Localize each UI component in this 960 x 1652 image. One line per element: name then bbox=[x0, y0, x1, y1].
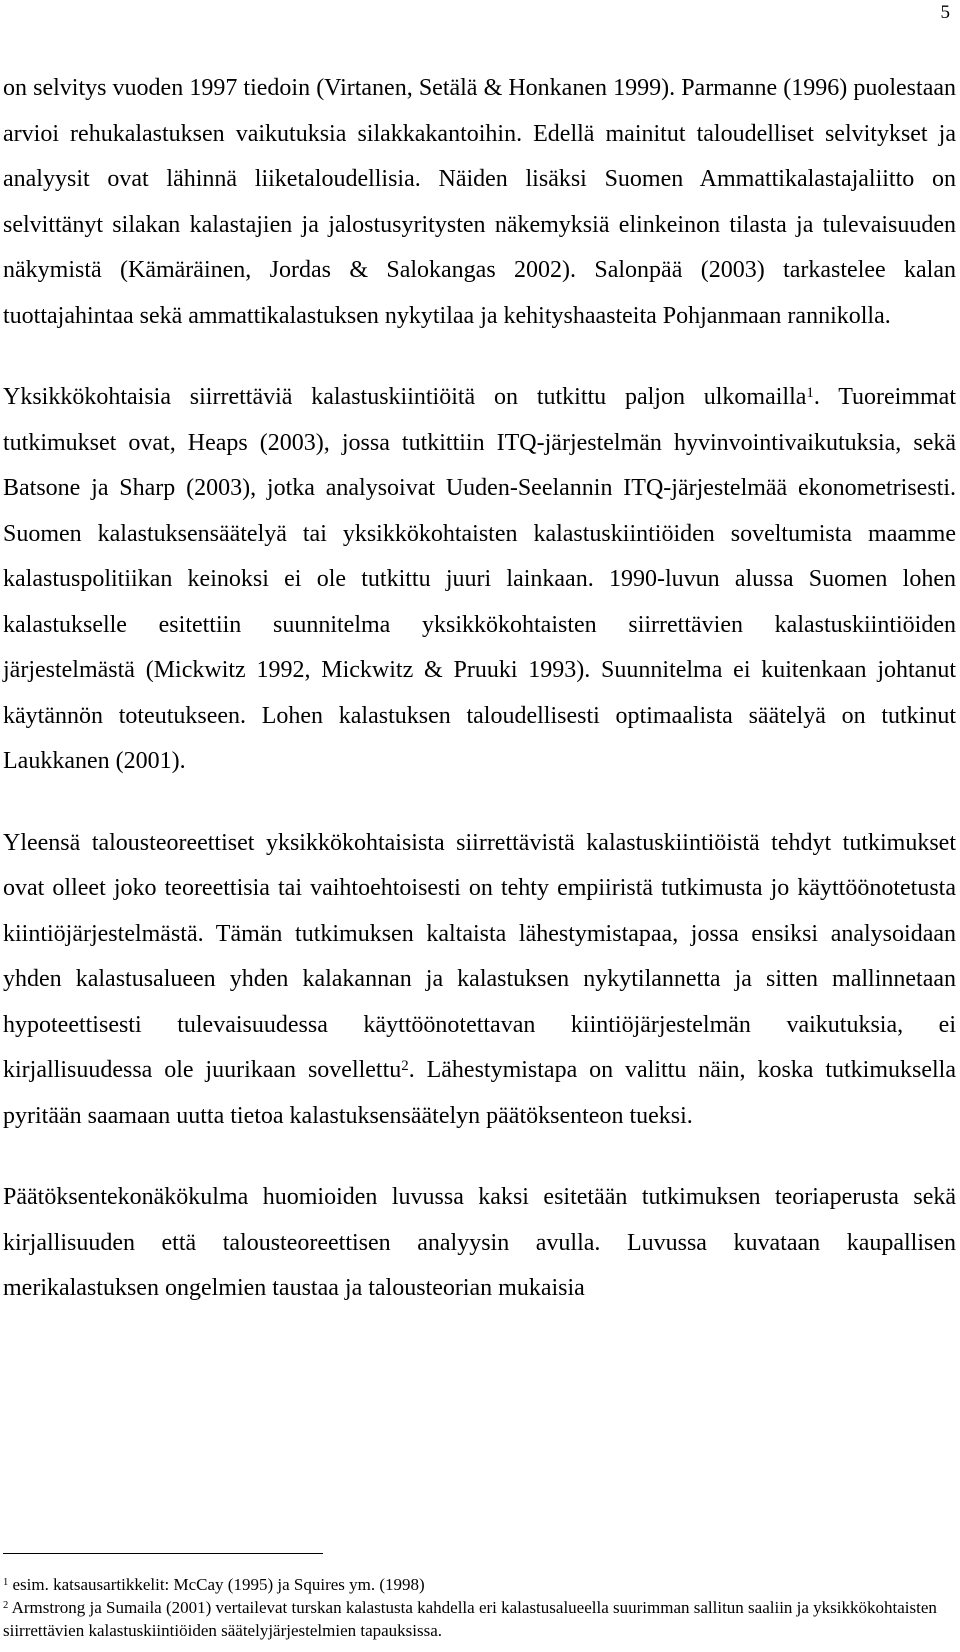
paragraph-2-text-start: Yksikkökohtaisia siirrettäviä kalastuskiintiöitä on tutkittu paljon ulkomailla bbox=[3, 384, 807, 410]
footnote-separator bbox=[3, 1553, 323, 1554]
footnote-ref-2[interactable]: 2 bbox=[401, 1058, 409, 1075]
body-text bbox=[3, 66, 956, 1312]
footnote-2-text: Armstrong ja Sumaila (2001) vertailevat turskan kalastusta kahdella eri kalastusalueella suurimman sallitun saaliin ja yksikkökohtaisten siirrettävien kalastuskiintiöiden säätelyjärjestelmien tapauksissa. bbox=[3, 1598, 937, 1640]
paragraph-3 bbox=[3, 821, 956, 1140]
paragraph-4 bbox=[3, 1175, 956, 1312]
footnotes bbox=[3, 1573, 956, 1642]
footnote-1 bbox=[3, 1573, 956, 1596]
paragraph-3-text-end: . Lähestymistapa on valittu näin, koska tutkimuksella pyritään saamaan uutta tietoa kalastuksensäätelyn päätöksenteon tueksi. bbox=[3, 1057, 956, 1129]
paragraph-2-text-end: . Tuoreimmat tutkimukset ovat, Heaps (2003), jossa tutkittiin ITQ-järjestelmän hyvinvointivaikutuksia, sekä Batsone ja Sharp (2003), jotka analysoivat Uuden-Seelannin ITQ-järjestelmää ekonometrisesti. Suomen kalastuksensäätelyä tai yksikkökohtaisten kalastuskiintiöiden soveltumista maamme kalastuspolitiikan keinoksi ei ole tutkittu juuri lainkaan. 1990-luvun alussa Suomen lohen kalastukselle esitettiin suunnitelma yksikkökohtaisten siirrettävien kalastuskiintiöiden järjestelmästä (Mickwitz 1992, Mickwitz & Pruuki 1993). Suunnitelma ei kuitenkaan johtanut käytännön toteutukseen. Lohen kalastuksen taloudellisesti optimaalista säätelyä on tutkinut Laukkanen (2001). bbox=[3, 384, 957, 774]
paragraph-1-text: on selvitys vuoden 1997 tiedoin (Virtanen, Setälä & Honkanen 1999). Parmanne (1996) puolestaan arvioi rehukalastuksen vaikutuksia silakkakantoihin. Edellä mainitut taloudelliset selvitykset ja analyysit ovat lähinnä liiketaloudellisia. Näiden lisäksi Suomen Ammattikalastajaliitto on selvittänyt silakan kalastajien ja jalostusyritysten näkemyksiä elinkeinon tilasta ja tulevaisuuden näkymistä (Kämäräinen, Jordas & Salokangas 2002). Salonpää (2003) tarkastelee kalan tuottajahintaa sekä ammattikalastuksen nykytilaa ja kehityshaasteita Pohjanmaan rannikolla. bbox=[3, 75, 956, 329]
paragraph-1 bbox=[3, 66, 956, 339]
paragraph-4-text: Päätöksentekonäkökulma huomioiden luvussa kaksi esitetään tutkimuksen teoriaperusta sekä kirjallisuuden että talousteoreettisen analyysin avulla. Luvussa kuvataan kaupallisen merikalastuksen ongelmien taustaa ja talousteorian mukaisia bbox=[3, 1184, 956, 1301]
paragraph-2 bbox=[3, 375, 956, 785]
footnote-2-mark: 2 bbox=[3, 1600, 9, 1612]
paragraph-3-text-start: Yleensä talousteoreettiset yksikkökohtaisista siirrettävistä kalastuskiintiöistä tehdyt tutkimukset ovat olleet joko teoreettisia tai vaihtoehtoisesti on tehty empiiristä tutkimusta jo käyttöönotetusta kiintiöjärjestelmästä. Tämän tutkimuksen kaltaista lähestymistapaa, jossa ensiksi analysoidaan yhden kalastusalueen yhden kalakannan ja kalastuksen nykytilannetta ja sitten mallinnetaan hypoteettisesti tulevaisuudessa käyttöönotettavan kiintiöjärjestelmän vaikutuksia, ei kirjallisuudessa ole juurikaan sovellettu bbox=[3, 829, 956, 1083]
footnote-ref-1[interactable]: 1 bbox=[806, 385, 814, 402]
footnote-2 bbox=[3, 1596, 956, 1642]
footnote-1-mark: 1 bbox=[3, 1577, 9, 1589]
page-number: 5 bbox=[940, 2, 950, 23]
footnote-1-text: esim. katsausartikkelit: McCay (1995) ja Squires ym. (1998) bbox=[8, 1575, 425, 1594]
